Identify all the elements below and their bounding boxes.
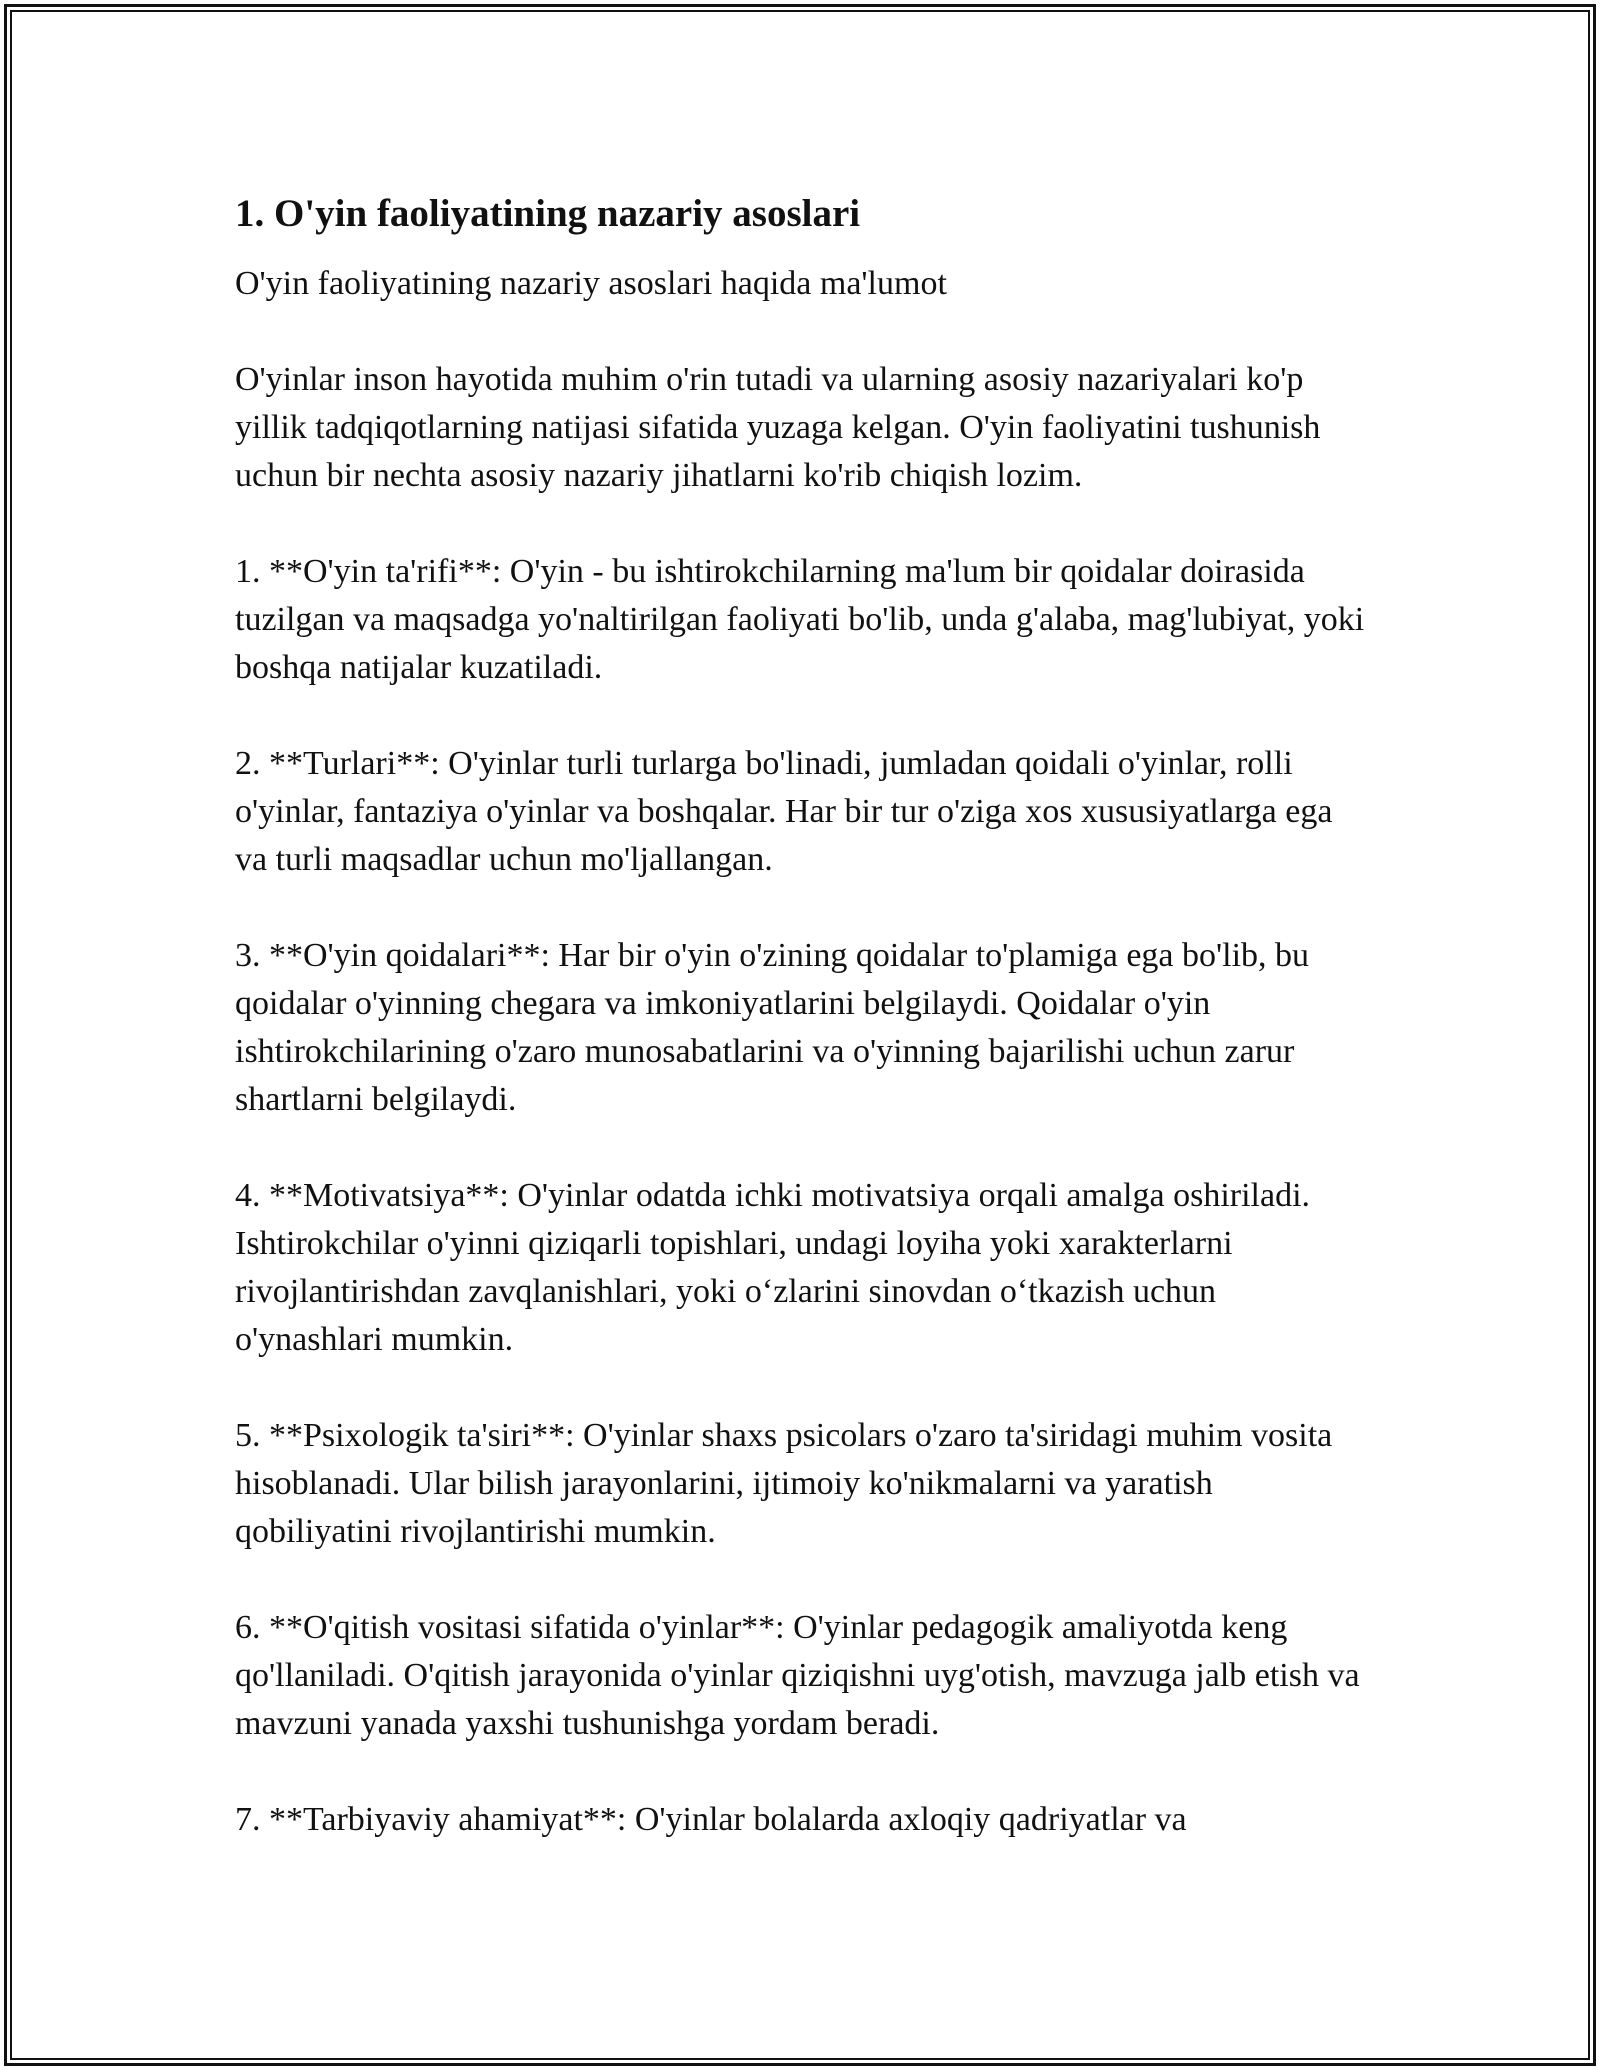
intro-paragraph: O'yinlar inson hayotida muhim o'rin tutadi va ularning asosiy nazariyalari ko'p yillik tadqiqotlarning natijasi sifatida yuzaga kelgan. O'yin faoliyatini tushunish uchun bir nechta asosiy nazariy jihatlarni ko'rib chiqish lozim. <box>235 361 1321 494</box>
paragraph-upbringing: 7. **Tarbiyaviy ahamiyat**: O'yinlar bolalarda axloqiy qadriyatlar va <box>235 1801 1187 1838</box>
paragraph-motivation: 4. **Motivatsiya**: O'yinlar odatda ichki motivatsiya orqali amalga oshiriladi. Ishtirokchilar o'yinni qiziqarli topishlari, undagi loyiha yoki xarakterlarni rivojlantirishdan zavqlanishlari, yoki o‘zlarini sinovdan o‘tkazish uchun o'ynashlari mumkin. <box>235 1177 1311 1358</box>
paragraph-definition: 1. **O'yin ta'rifi**: O'yin - bu ishtirokchilarning ma'lum bir qoidalar doirasida tuzilgan va maqsadga yo'naltirilgan faoliyati bo'lib, unda g'alaba, mag'lubiyat, yoki boshqa natijalar kuzatiladi. <box>235 553 1365 686</box>
paragraph-teaching: 6. **O'qitish vositasi sifatida o'yinlar**: O'yinlar pedagogik amaliyotda keng qo'llaniladi. O'qitish jarayonida o'yinlar qiziqishni uyg'otish, mavzuga jalb etish va mavzuni yanada yaxshi tushunishga yordam beradi. <box>235 1609 1360 1742</box>
paragraph-rules: 3. **O'yin qoidalari**: Har bir o'yin o'zining qoidalar to'plamiga ega bo'lib, bu qoidalar o'yinning chegara va imkoniyatlarini belgilaydi. Qoidalar o'yin ishtirokchilarining o'zaro munosabatlarini va o'yinning bajarilishi uchun zarur shartlarni belgilaydi. <box>235 937 1310 1118</box>
document-subtitle: O'yin faoliyatining nazariy asoslari haqida ma'lumot <box>235 265 947 302</box>
paragraph-psychology: 5. **Psixologik ta'siri**: O'yinlar shaxs psicolars o'zaro ta'siridagi muhim vosita hisoblanadi. Ular bilish jarayonlarini, ijtimoiy ko'nikmalarni va yaratish qobiliyatini rivojlantirishi mumkin. <box>235 1417 1333 1550</box>
document-body <box>235 188 1365 1844</box>
document-title: 1. O'yin faoliyatining nazariy asoslari <box>235 192 861 235</box>
paragraph-types: 2. **Turlari**: O'yinlar turli turlarga bo'linadi, jumladan qoidali o'yinlar, rolli o'yinlar, fantaziya o'yinlar va boshqalar. Har bir tur o'ziga xos xususiyatlarga ega va turli maqsadlar uchun mo'ljallangan. <box>235 745 1333 878</box>
